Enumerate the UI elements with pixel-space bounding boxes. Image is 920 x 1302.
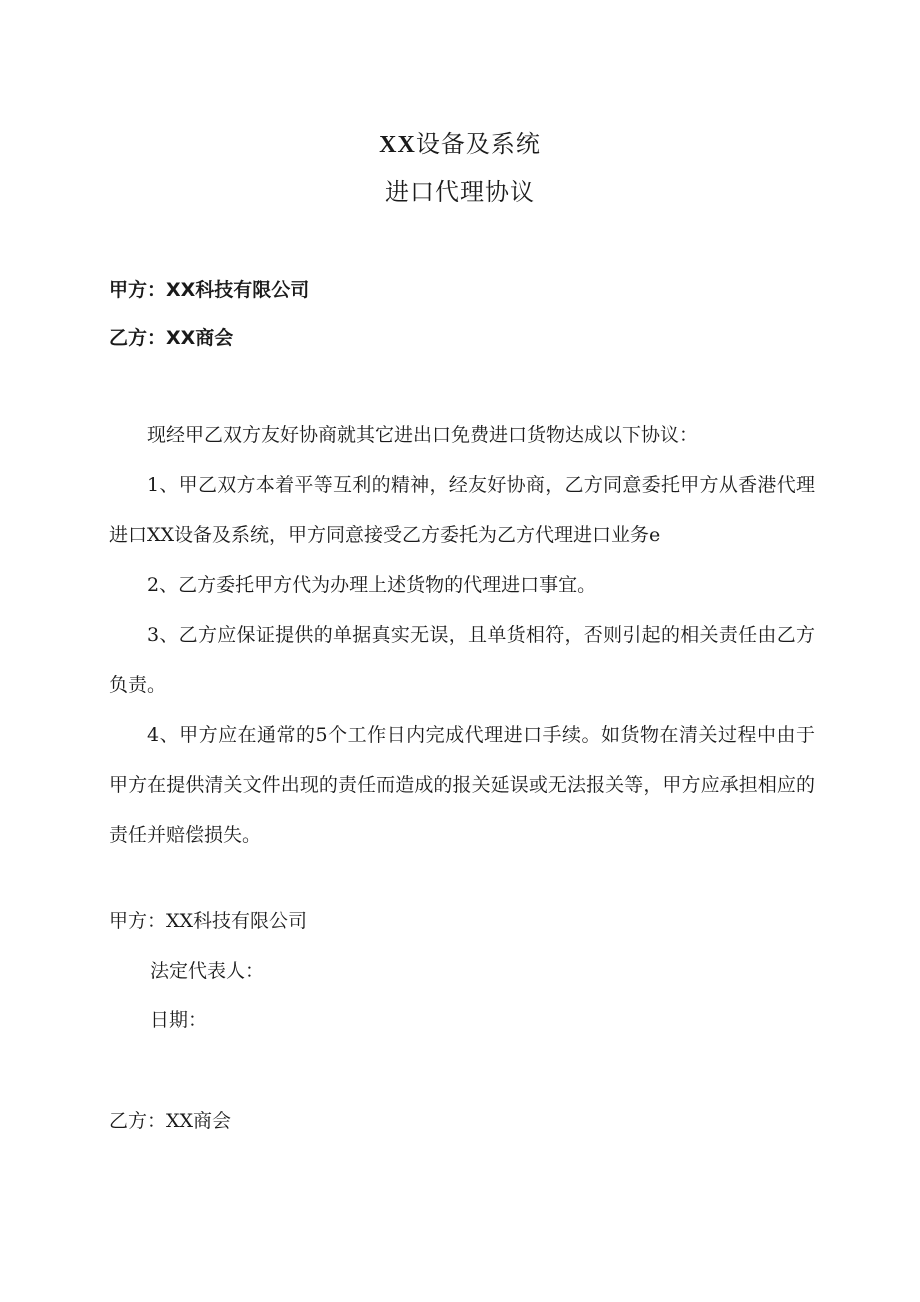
signature-party-b: 乙方：XX商会 [109, 1110, 232, 1132]
date-label: 日期： [150, 1009, 208, 1031]
document-title-line2: 进口代理协议 [385, 178, 535, 206]
intro-paragraph: 现经甲乙双方友好协商就其它进出口免费进口货物达成以下协议： [147, 424, 699, 446]
document-title-line1 [0, 129, 920, 160]
legal-representative-label: 法定代表人： [150, 960, 265, 982]
clause-2: 2、乙方委托甲方代为办理上述货物的代理进口事宜。 [147, 574, 597, 596]
clause-4: 4、甲方应在通常的5个工作日内完成代理进口手续。如货物在清关过程中由于甲方在提供清关文件出现的责任而造成的报关延误或无法报关等，甲方应承担相应的责任并赔偿损失。 [109, 724, 815, 846]
party-b-header: 乙方：XX商会 [109, 327, 234, 349]
party-a-header: 甲方：XX科技有限公司 [109, 279, 310, 301]
clause-3: 3、乙方应保证提供的单据真实无误，且单货相符，否则引起的相关责任由乙方负责。 [109, 624, 815, 696]
title-rest: 设备及系统 [415, 130, 541, 158]
agreement-body [109, 410, 815, 860]
clause-1: 1、甲乙双方本着平等互利的精神，经友好协商，乙方同意委托甲方从香港代理进口XX设备及系统，甲方同意接受乙方委托为乙方代理进口业务e [109, 474, 815, 546]
title-prefix: XX [379, 132, 416, 158]
signature-party-a: 甲方：XX科技有限公司 [109, 910, 308, 932]
